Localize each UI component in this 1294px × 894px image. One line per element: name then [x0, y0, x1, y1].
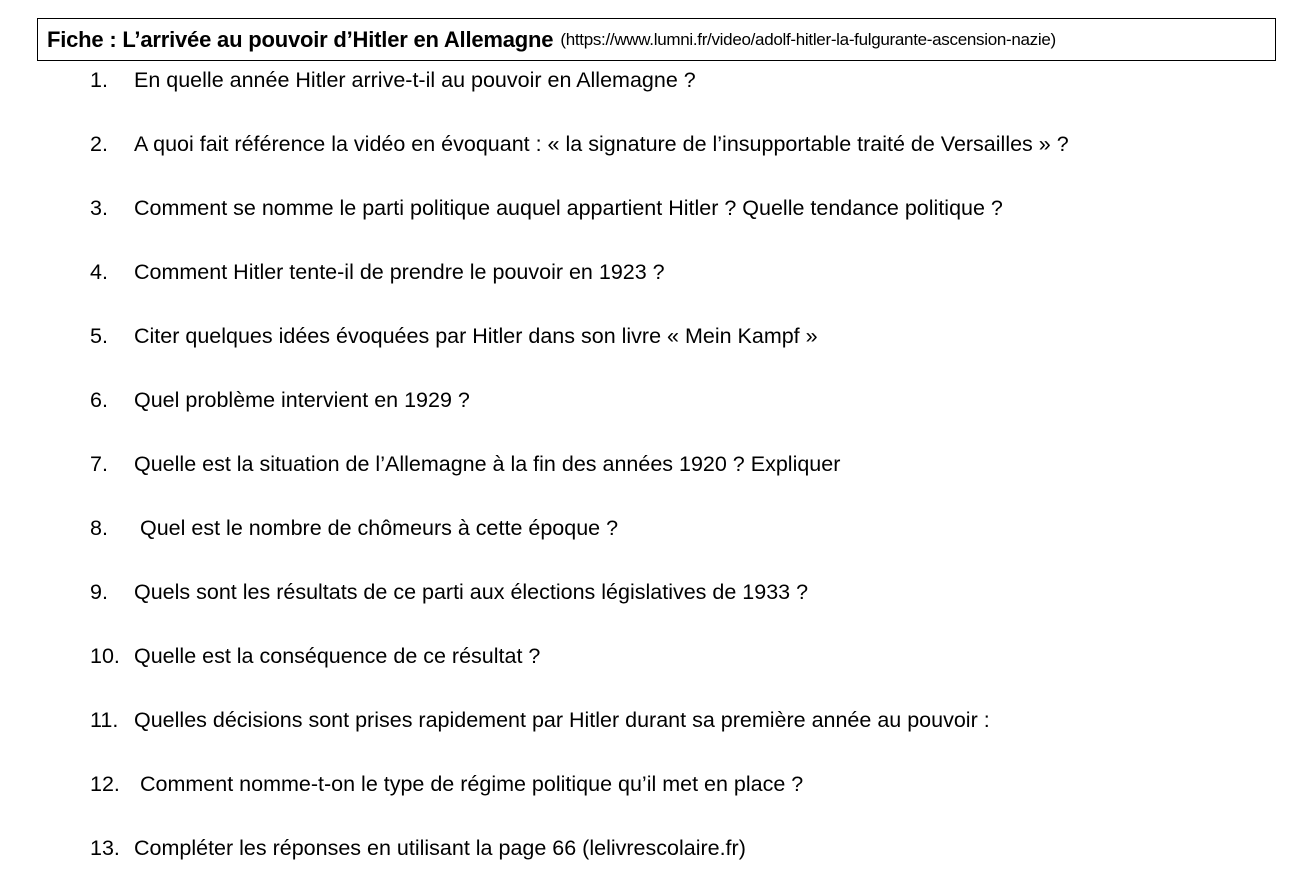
question-number: 12.	[90, 772, 120, 796]
question-number: 13.	[90, 836, 120, 860]
question-item	[90, 254, 1270, 318]
question-text: En quelle année Hitler arrive-t-il au pouvoir en Allemagne ?	[134, 68, 696, 92]
question-text: Quelle est la conséquence de ce résultat ?	[134, 644, 541, 668]
question-item	[90, 190, 1270, 254]
question-number: 8.	[90, 516, 108, 540]
question-item	[90, 766, 1270, 830]
question-number: 6.	[90, 388, 108, 412]
question-list	[90, 62, 1270, 894]
question-number: 2.	[90, 132, 108, 156]
question-item	[90, 62, 1270, 126]
question-number: 11.	[90, 708, 119, 732]
question-text: A quoi fait référence la vidéo en évoquant : « la signature de l’insupportable traité de Versailles » ?	[134, 132, 1069, 156]
question-text: Compléter les réponses en utilisant la page 66 (lelivrescolaire.fr)	[134, 836, 746, 860]
question-item	[90, 574, 1270, 638]
question-text: Comment se nomme le parti politique auquel appartient Hitler ? Quelle tendance politique ?	[134, 196, 1003, 220]
question-number: 3.	[90, 196, 108, 220]
question-text: Quels sont les résultats de ce parti aux élections législatives de 1933 ?	[134, 580, 809, 604]
worksheet-title: Fiche : L’arrivée au pouvoir d’Hitler en Allemagne	[47, 26, 554, 52]
question-number: 10.	[90, 644, 120, 668]
question-item	[90, 510, 1270, 574]
question-text: Quel problème intervient en 1929 ?	[134, 388, 470, 412]
question-text: Comment Hitler tente-il de prendre le pouvoir en 1923 ?	[134, 260, 665, 284]
question-text: Quelles décisions sont prises rapidement par Hitler durant sa première année au pouvoir :	[134, 708, 990, 732]
question-text: Quel est le nombre de chômeurs à cette époque ?	[140, 516, 619, 540]
question-item	[90, 126, 1270, 190]
worksheet-header	[37, 18, 1276, 61]
question-text: Comment nomme-t-on le type de régime politique qu’il met en place ?	[140, 772, 804, 796]
question-number: 1.	[90, 68, 108, 92]
question-number: 5.	[90, 324, 108, 348]
question-item	[90, 318, 1270, 382]
question-text: Citer quelques idées évoquées par Hitler dans son livre « Mein Kampf »	[134, 324, 818, 348]
source-url: (https://www.lumni.fr/video/adolf-hitler-la-fulgurante-ascension-nazie)	[560, 29, 1056, 49]
question-item	[90, 446, 1270, 510]
question-number: 9.	[90, 580, 108, 604]
question-item	[90, 702, 1270, 766]
question-number: 4.	[90, 260, 108, 284]
question-item	[90, 830, 1270, 894]
question-number: 7.	[90, 452, 108, 476]
question-item	[90, 638, 1270, 702]
question-text: Quelle est la situation de l’Allemagne à la fin des années 1920 ? Expliquer	[134, 452, 841, 476]
question-item	[90, 382, 1270, 446]
